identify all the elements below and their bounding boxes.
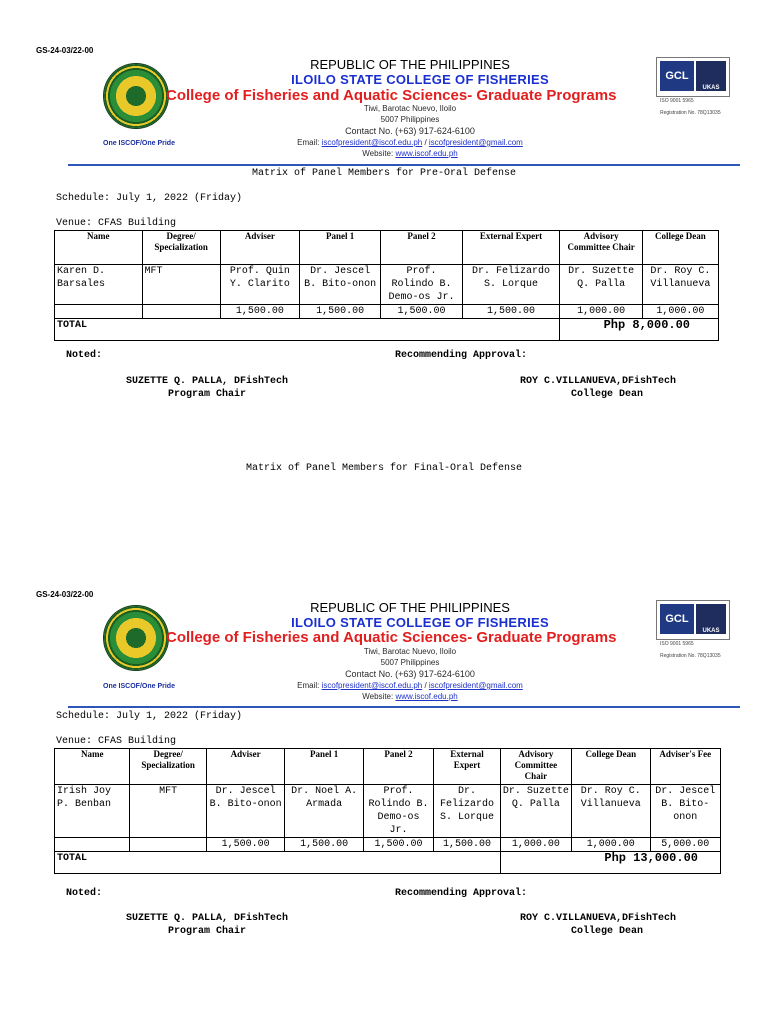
cell-college-dean: Dr. Roy C. Villanueva bbox=[642, 265, 718, 305]
iso-label: ISO 9001 bbox=[660, 98, 682, 104]
dean-name: ROY C.VILLANUEVA,DFishTech bbox=[520, 913, 677, 924]
email-label: Email: bbox=[297, 681, 320, 690]
email-line bbox=[0, 138, 768, 147]
col-external-expert: External Expert bbox=[434, 749, 500, 785]
cell-external-expert: Dr. Felizardo S. Lorque bbox=[434, 785, 500, 838]
republic-heading: REPUBLIC OF THE PHILIPPINES bbox=[310, 57, 510, 72]
chair-name: SUZETTE Q. PALLA, DFishTech bbox=[126, 913, 289, 924]
total-row bbox=[55, 319, 719, 341]
cell-panel-1: Dr. Jescel B. Bito-onon bbox=[300, 265, 381, 305]
fee-cell: 1,500.00 bbox=[381, 305, 462, 319]
iso-standard bbox=[660, 641, 694, 647]
ukas-logo-icon: UKAS bbox=[696, 604, 726, 634]
col-degree: Degree/ Specialization bbox=[142, 231, 220, 265]
cert-number: 5965 bbox=[682, 641, 694, 647]
fee-cell: 1,500.00 bbox=[462, 305, 560, 319]
fee-cell: 5,000.00 bbox=[650, 838, 720, 852]
document-code: GS-24-03/22-00 bbox=[36, 46, 94, 55]
fee-cell: 1,500.00 bbox=[285, 838, 363, 852]
contact-label: Contact No. bbox=[345, 126, 393, 136]
cell-advisory-chair: Dr. Suzette Q. Palla bbox=[560, 265, 642, 305]
fee-cell bbox=[55, 838, 130, 852]
final-oral-schedule: Schedule: July 1, 2022 (Friday) bbox=[56, 711, 243, 722]
cert-number: 5965 bbox=[682, 98, 694, 104]
final-oral-panel-table bbox=[54, 748, 721, 874]
pre-oral-title: Matrix of Panel Members for Pre-Oral Defense bbox=[251, 168, 517, 179]
fee-cell: 1,500.00 bbox=[300, 305, 381, 319]
cell-adviser: Prof. Quin Y. Clarito bbox=[220, 265, 299, 305]
cell-advisers-fee: Dr. Jescel B. Bito-onon bbox=[650, 785, 720, 838]
fee-cell: 1,500.00 bbox=[434, 838, 500, 852]
table-row bbox=[55, 785, 721, 838]
cell-panel-2: Prof. Rolindo B. Demo-os Jr. bbox=[381, 265, 462, 305]
col-adviser: Adviser bbox=[206, 749, 284, 785]
fee-cell: 1,000.00 bbox=[642, 305, 718, 319]
registration-number: Registration No. 78Q13035 bbox=[660, 110, 721, 116]
col-degree: Degree/ Specialization bbox=[130, 749, 206, 785]
table-row bbox=[55, 265, 719, 305]
address-line-1: Tiwi, Barotac Nuevo, Iloilo bbox=[363, 104, 457, 113]
contact-line bbox=[0, 126, 768, 136]
email-link-1[interactable]: iscofpresident@iscof.edu.ph bbox=[321, 681, 423, 690]
fee-cell: 1,000.00 bbox=[560, 305, 642, 319]
pre-oral-panel-table bbox=[54, 230, 719, 341]
gcl-logo-icon: GCL bbox=[660, 604, 694, 634]
cell-adviser: Dr. Jescel B. Bito-onon bbox=[206, 785, 284, 838]
cell-college-dean: Dr. Roy C. Villanueva bbox=[572, 785, 650, 838]
ukas-logo-icon: UKAS bbox=[696, 61, 726, 91]
col-adviser: Adviser bbox=[220, 231, 299, 265]
website-link[interactable]: www.iscof.edu.ph bbox=[395, 149, 458, 158]
final-oral-title: Matrix of Panel Members for Final-Oral Defense bbox=[245, 463, 523, 474]
address-line-2: 5007 Philippines bbox=[380, 658, 440, 667]
fee-cell bbox=[130, 838, 206, 852]
chair-title: Program Chair bbox=[168, 389, 247, 400]
email-link-1[interactable]: iscofpresident@iscof.edu.ph bbox=[321, 138, 423, 147]
chair-title: Program Chair bbox=[168, 926, 247, 937]
noted-label: Noted: bbox=[66, 350, 103, 361]
cell-name: Irish Joy P. Benban bbox=[55, 785, 130, 838]
document-code: GS-24-03/22-00 bbox=[36, 590, 94, 599]
total-label: TOTAL bbox=[55, 852, 501, 874]
cell-external-expert: Dr. Felizardo S. Lorque bbox=[462, 265, 560, 305]
email-separator: / bbox=[422, 681, 429, 690]
college-name: ILOILO STATE COLLEGE OF FISHERIES bbox=[291, 615, 549, 630]
registration-number: Registration No. 78Q13035 bbox=[660, 653, 721, 659]
contact-number: (+63) 917-624-6100 bbox=[395, 669, 475, 679]
website-line bbox=[0, 149, 768, 158]
col-name: Name bbox=[55, 749, 130, 785]
noted-label: Noted: bbox=[66, 888, 103, 899]
cell-name: Karen D. Barsales bbox=[55, 265, 143, 305]
col-panel-1: Panel 1 bbox=[300, 231, 381, 265]
col-college-dean: College Dean bbox=[642, 231, 718, 265]
cell-advisory-chair: Dr. Suzette Q. Palla bbox=[500, 785, 571, 838]
gcl-logo-icon: GCL bbox=[660, 61, 694, 91]
col-panel-2: Panel 2 bbox=[363, 749, 433, 785]
header-divider bbox=[68, 164, 740, 166]
col-college-dean: College Dean bbox=[572, 749, 650, 785]
col-panel-1: Panel 1 bbox=[285, 749, 363, 785]
fee-row bbox=[55, 838, 721, 852]
fee-cell bbox=[55, 305, 143, 319]
pre-oral-schedule: Schedule: July 1, 2022 (Friday) bbox=[56, 193, 243, 204]
col-panel-2: Panel 2 bbox=[381, 231, 462, 265]
address-line-2: 5007 Philippines bbox=[380, 115, 440, 124]
col-advisers-fee: Adviser's Fee bbox=[650, 749, 720, 785]
dean-title: College Dean bbox=[571, 926, 644, 937]
header-divider bbox=[68, 706, 740, 708]
cell-degree: MFT bbox=[142, 265, 220, 305]
fee-cell: 1,000.00 bbox=[572, 838, 650, 852]
col-advisory-chair: Advisory Committee Chair bbox=[560, 231, 642, 265]
fee-cell: 1,500.00 bbox=[363, 838, 433, 852]
table-header-row bbox=[55, 749, 721, 785]
pre-oral-venue: Venue: CFAS Building bbox=[56, 218, 177, 229]
col-name: Name bbox=[55, 231, 143, 265]
recommending-label: Recommending Approval: bbox=[395, 350, 528, 361]
contact-line bbox=[0, 669, 768, 679]
cell-panel-1: Dr. Noel A. Armada bbox=[285, 785, 363, 838]
cell-panel-2: Prof. Rolindo B. Demo-os Jr. bbox=[363, 785, 433, 838]
email-line bbox=[0, 681, 768, 690]
recommending-label: Recommending Approval: bbox=[395, 888, 528, 899]
email-link-2[interactable]: iscofpresident@gmail.com bbox=[428, 138, 523, 147]
cell-degree: MFT bbox=[130, 785, 206, 838]
address-line-1: Tiwi, Barotac Nuevo, Iloilo bbox=[363, 647, 457, 656]
total-row bbox=[55, 852, 721, 874]
total-value: Php 13,000.00 bbox=[500, 852, 720, 874]
col-external-expert: External Expert bbox=[462, 231, 560, 265]
department-name: College of Fisheries and Aquatic Sciences- Graduate Programs bbox=[166, 87, 617, 104]
website-label: Website: bbox=[362, 149, 394, 158]
email-separator: / bbox=[422, 138, 429, 147]
total-label: TOTAL bbox=[55, 319, 560, 341]
dean-name: ROY C.VILLANUEVA,DFishTech bbox=[520, 376, 677, 387]
website-line bbox=[0, 692, 768, 701]
website-link[interactable]: www.iscof.edu.ph bbox=[395, 692, 458, 701]
chair-name: SUZETTE Q. PALLA, DFishTech bbox=[126, 376, 289, 387]
final-oral-venue: Venue: CFAS Building bbox=[56, 736, 177, 747]
iso-certification-badge bbox=[656, 57, 730, 97]
fee-row bbox=[55, 305, 719, 319]
slogan: One ISCOF/One Pride bbox=[103, 140, 175, 147]
fee-cell: 1,500.00 bbox=[206, 838, 284, 852]
table-header-row bbox=[55, 231, 719, 265]
iso-certification-badge bbox=[656, 600, 730, 640]
republic-heading: REPUBLIC OF THE PHILIPPINES bbox=[310, 600, 510, 615]
total-value: Php 8,000.00 bbox=[560, 319, 719, 341]
slogan: One ISCOF/One Pride bbox=[103, 683, 175, 690]
fee-cell: 1,500.00 bbox=[220, 305, 299, 319]
department-name: College of Fisheries and Aquatic Sciences- Graduate Programs bbox=[166, 629, 617, 646]
iso-label: ISO 9001 bbox=[660, 641, 682, 647]
website-label: Website: bbox=[362, 692, 394, 701]
college-name: ILOILO STATE COLLEGE OF FISHERIES bbox=[291, 72, 549, 87]
email-label: Email: bbox=[297, 138, 320, 147]
email-link-2[interactable]: iscofpresident@gmail.com bbox=[428, 681, 523, 690]
contact-label: Contact No. bbox=[345, 669, 393, 679]
fee-cell bbox=[142, 305, 220, 319]
col-advisory-chair: Advisory Committee Chair bbox=[500, 749, 571, 785]
fee-cell: 1,000.00 bbox=[500, 838, 571, 852]
dean-title: College Dean bbox=[571, 389, 644, 400]
contact-number: (+63) 917-624-6100 bbox=[395, 126, 475, 136]
iso-standard bbox=[660, 98, 694, 104]
